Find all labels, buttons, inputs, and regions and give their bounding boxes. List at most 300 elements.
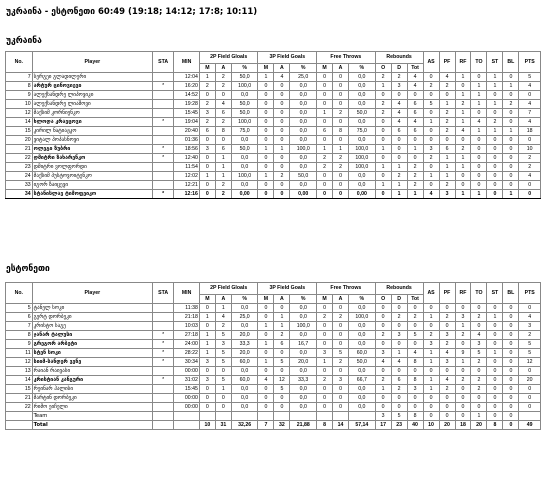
stat-rf: 0 bbox=[455, 403, 471, 412]
reb-offensive: 0 bbox=[375, 322, 391, 331]
jersey-number: 21 bbox=[6, 394, 33, 403]
stat-bl: 0 bbox=[503, 172, 519, 181]
stat-pf: 0 bbox=[439, 304, 455, 313]
stat-pf: 0 bbox=[439, 322, 455, 331]
stat-pts: 5 bbox=[519, 340, 541, 349]
starter-mark: * bbox=[153, 145, 174, 154]
stat-as: 0 bbox=[423, 91, 439, 100]
fg3-pct: 0,0 bbox=[290, 163, 317, 172]
fg3-pct: 25,0 bbox=[290, 73, 317, 82]
starter-mark bbox=[153, 73, 174, 82]
player-name: გერტ დორბეკი bbox=[32, 313, 152, 322]
fg2-made: 1 bbox=[199, 172, 215, 181]
stat-as: 1 bbox=[423, 118, 439, 127]
stat-as: 0 bbox=[423, 322, 439, 331]
reb-total: 1 bbox=[407, 145, 423, 154]
minutes: 19:04 bbox=[174, 118, 200, 127]
ft-pct: 0,00 bbox=[349, 190, 376, 199]
reb-defensive: 2 bbox=[391, 73, 407, 82]
stat-rf: 4 bbox=[455, 127, 471, 136]
ft-pct: 66,7 bbox=[349, 376, 376, 385]
reb-defensive: 5 bbox=[391, 412, 407, 421]
ft-attempted: 2 bbox=[333, 154, 349, 163]
ft-made: 0 bbox=[317, 100, 333, 109]
reb-offensive: 0 bbox=[375, 118, 391, 127]
stat-bl: 0 bbox=[503, 367, 519, 376]
stat-pf: 0 bbox=[439, 91, 455, 100]
fg3-attempted: 0 bbox=[274, 181, 290, 190]
stat-pts: 4 bbox=[519, 100, 541, 109]
fg2-made: 1 bbox=[199, 73, 215, 82]
fg2-pct: 33,3 bbox=[231, 340, 258, 349]
jersey-number: 34 bbox=[6, 190, 33, 199]
minutes: 14:52 bbox=[174, 91, 200, 100]
minutes: 01:36 bbox=[174, 136, 200, 145]
reb-offensive: 1 bbox=[375, 163, 391, 172]
empty-cell bbox=[258, 412, 274, 421]
stat-to: 0 bbox=[471, 304, 487, 313]
fg2-attempted: 2 bbox=[215, 118, 231, 127]
jersey-number bbox=[6, 421, 33, 430]
fg3-attempted: 5 bbox=[274, 358, 290, 367]
fg3-attempted: 0 bbox=[274, 163, 290, 172]
stat-bl: 0 bbox=[503, 181, 519, 190]
fg3-pct: 0,00 bbox=[290, 190, 317, 199]
player-name: სტანისლავ ტიმოფეიკო bbox=[32, 190, 152, 199]
table-row bbox=[6, 304, 541, 313]
col-header-m: M bbox=[317, 64, 333, 73]
stat-rf: 0 bbox=[455, 172, 471, 181]
col-header-st: ST bbox=[487, 52, 503, 73]
player-name: ვიტალ პოპასნოვი bbox=[32, 136, 152, 145]
fg3-made: 1 bbox=[258, 358, 274, 367]
fg2-made: 0 bbox=[199, 394, 215, 403]
fg2-pct: 100,0 bbox=[231, 172, 258, 181]
stat-rf: 2 bbox=[455, 100, 471, 109]
team-name-away: ესტონეთი bbox=[6, 264, 50, 274]
ft-attempted: 0 bbox=[333, 118, 349, 127]
ft-attempted: 0 bbox=[333, 172, 349, 181]
stat-rf: 1 bbox=[455, 109, 471, 118]
jersey-number: 9 bbox=[6, 91, 33, 100]
stat-rf: 0 bbox=[455, 304, 471, 313]
fg3-attempted: 0 bbox=[274, 190, 290, 199]
minutes: 21:18 bbox=[174, 313, 200, 322]
table-row bbox=[6, 91, 541, 100]
stat-as: 0 bbox=[423, 412, 439, 421]
player-name: ხლოდა კრავცოვი bbox=[32, 118, 152, 127]
minutes: 11:54 bbox=[174, 163, 200, 172]
fg2-made: 1 bbox=[199, 313, 215, 322]
minutes: 12:40 bbox=[174, 154, 200, 163]
fg2-made: 3 bbox=[199, 145, 215, 154]
ft-made: 2 bbox=[317, 163, 333, 172]
stat-bl: 0 bbox=[503, 340, 519, 349]
reb-defensive: 3 bbox=[391, 82, 407, 91]
stat-to: 2 bbox=[471, 376, 487, 385]
col-header-fg2: 2P Field Gloals bbox=[199, 283, 258, 295]
ft-made: 0 bbox=[317, 91, 333, 100]
stat-as: 2 bbox=[423, 331, 439, 340]
ft-pct: 100,0 bbox=[349, 145, 376, 154]
reb-offensive: 0 bbox=[375, 91, 391, 100]
fg2-made: 1 bbox=[199, 349, 215, 358]
stat-pts: 0 bbox=[519, 136, 541, 145]
starter-mark: * bbox=[153, 82, 174, 91]
fg2-made: 2 bbox=[199, 118, 215, 127]
stat-pf: 3 bbox=[439, 331, 455, 340]
stat-bl: 0 bbox=[503, 313, 519, 322]
stats-table-away bbox=[5, 282, 541, 430]
stat-bl: 0 bbox=[503, 394, 519, 403]
jersey-number: 11 bbox=[6, 349, 33, 358]
stat-pts: 10 bbox=[519, 145, 541, 154]
reb-total: 0 bbox=[407, 154, 423, 163]
player-name: მაქსიმ კორნიენკო bbox=[32, 109, 152, 118]
stat-to: 0 bbox=[471, 322, 487, 331]
stat-pts: 4 bbox=[519, 82, 541, 91]
fg3-pct: 0,0 bbox=[290, 331, 317, 340]
table-row bbox=[6, 322, 541, 331]
stat-rf: 0 bbox=[455, 82, 471, 91]
ft-made: 2 bbox=[317, 376, 333, 385]
stat-bl: 0 bbox=[503, 421, 519, 430]
reb-offensive: 2 bbox=[375, 100, 391, 109]
stat-pf: 1 bbox=[439, 100, 455, 109]
fg2-pct: 32,26 bbox=[231, 421, 258, 430]
ft-attempted: 0 bbox=[333, 100, 349, 109]
minutes: 31:02 bbox=[174, 376, 200, 385]
reb-total: 2 bbox=[407, 163, 423, 172]
table-row bbox=[6, 385, 541, 394]
reb-defensive: 0 bbox=[391, 154, 407, 163]
col-header-rf: RF bbox=[455, 52, 471, 73]
col-header-fg2: 2P Field Gloals bbox=[199, 52, 258, 64]
fg3-attempted: 12 bbox=[274, 376, 290, 385]
ft-made: 0 bbox=[317, 322, 333, 331]
ft-made: 0 bbox=[317, 385, 333, 394]
stat-bl: 0 bbox=[503, 145, 519, 154]
stat-st: 0 bbox=[487, 172, 503, 181]
fg3-attempted: 0 bbox=[274, 82, 290, 91]
stat-pts: 0 bbox=[519, 403, 541, 412]
stat-to: 0 bbox=[471, 73, 487, 82]
fg3-made: 0 bbox=[258, 100, 274, 109]
player-name: სტენ სოკი bbox=[32, 349, 152, 358]
stat-rf: 0 bbox=[455, 340, 471, 349]
col-header-pf: PF bbox=[439, 52, 455, 73]
fg2-attempted: 5 bbox=[215, 331, 231, 340]
stat-bl: 0 bbox=[503, 136, 519, 145]
reb-defensive: 1 bbox=[391, 163, 407, 172]
stat-rf: 1 bbox=[455, 73, 471, 82]
ft-made: 0 bbox=[317, 82, 333, 91]
reb-offensive: 0 bbox=[375, 367, 391, 376]
fg2-made: 3 bbox=[199, 376, 215, 385]
fg2-attempted: 4 bbox=[215, 100, 231, 109]
minutes: 12:02 bbox=[174, 172, 200, 181]
stat-rf: 0 bbox=[455, 385, 471, 394]
starter-mark: * bbox=[153, 349, 174, 358]
ft-made: 0 bbox=[317, 304, 333, 313]
reb-total: 0 bbox=[407, 304, 423, 313]
fg2-pct: 0,0 bbox=[231, 394, 258, 403]
reb-offensive: 0 bbox=[375, 172, 391, 181]
stat-as: 0 bbox=[423, 127, 439, 136]
col-header-sta: STA bbox=[153, 52, 174, 73]
fg3-made: 0 bbox=[258, 136, 274, 145]
ft-made: 0 bbox=[317, 136, 333, 145]
fg2-made: 10 bbox=[199, 421, 215, 430]
table-row bbox=[6, 376, 541, 385]
stat-st: 1 bbox=[487, 313, 503, 322]
stat-to: 0 bbox=[471, 154, 487, 163]
reb-defensive: 2 bbox=[391, 313, 407, 322]
player-name: არტურ ცინოვიევი bbox=[32, 82, 152, 91]
fg2-pct: 0,0 bbox=[231, 181, 258, 190]
minutes: 12:21 bbox=[174, 181, 200, 190]
col-header-m: M bbox=[258, 64, 274, 73]
ft-attempted: 0 bbox=[333, 340, 349, 349]
reb-defensive: 0 bbox=[391, 322, 407, 331]
fg3-pct: 0,0 bbox=[290, 118, 317, 127]
player-name: რეინარ ჰალისი bbox=[32, 385, 152, 394]
col-header-pct: % bbox=[290, 295, 317, 304]
stat-pts: 3 bbox=[519, 322, 541, 331]
reb-defensive: 0 bbox=[391, 403, 407, 412]
fg3-attempted: 0 bbox=[274, 118, 290, 127]
minutes: 15:45 bbox=[174, 109, 200, 118]
jersey-number: 14 bbox=[6, 376, 33, 385]
jersey-number: 24 bbox=[6, 172, 33, 181]
col-header-fg3: 3P Field Goals bbox=[258, 283, 317, 295]
ft-attempted: 14 bbox=[333, 421, 349, 430]
fg3-made: 0 bbox=[258, 181, 274, 190]
stat-rf: 1 bbox=[455, 154, 471, 163]
table-row bbox=[6, 367, 541, 376]
fg2-pct: 20,0 bbox=[231, 349, 258, 358]
fg3-made: 1 bbox=[258, 340, 274, 349]
stat-pf: 1 bbox=[439, 172, 455, 181]
ft-attempted: 1 bbox=[333, 145, 349, 154]
fg3-made: 1 bbox=[258, 145, 274, 154]
ft-attempted: 0 bbox=[333, 73, 349, 82]
table-row bbox=[6, 163, 541, 172]
jersey-number: 23 bbox=[6, 163, 33, 172]
table-row bbox=[6, 100, 541, 109]
stat-st: 0 bbox=[487, 145, 503, 154]
minutes bbox=[174, 412, 200, 421]
stat-rf: 3 bbox=[455, 313, 471, 322]
stat-st: 1 bbox=[487, 349, 503, 358]
starter-mark bbox=[153, 385, 174, 394]
stat-rf: 0 bbox=[455, 181, 471, 190]
jersey-number: 13 bbox=[6, 367, 33, 376]
fg2-made: 6 bbox=[199, 127, 215, 136]
reb-offensive: 0 bbox=[375, 154, 391, 163]
fg3-made: 1 bbox=[258, 322, 274, 331]
ft-pct: 0,0 bbox=[349, 331, 376, 340]
ft-attempted: 3 bbox=[333, 376, 349, 385]
reb-defensive: 0 bbox=[391, 145, 407, 154]
stat-as: 0 bbox=[423, 181, 439, 190]
col-header-pct: % bbox=[290, 64, 317, 73]
stat-st: 0 bbox=[487, 91, 503, 100]
stat-as: 1 bbox=[423, 349, 439, 358]
player-name: დმიტრი ზახარენკო bbox=[32, 154, 152, 163]
starter-mark bbox=[153, 163, 174, 172]
fg3-attempted: 0 bbox=[274, 109, 290, 118]
empty-cell bbox=[231, 412, 258, 421]
ft-pct: 100,0 bbox=[349, 154, 376, 163]
fg2-made: 0 bbox=[199, 385, 215, 394]
col-header-player: Player bbox=[32, 52, 152, 73]
reb-defensive: 1 bbox=[391, 190, 407, 199]
stat-st: 1 bbox=[487, 82, 503, 91]
player-name: სიიმ-სანდერ ვენე bbox=[32, 358, 152, 367]
col-header-tot: Tot bbox=[407, 295, 423, 304]
stat-as: 5 bbox=[423, 100, 439, 109]
fg3-made: 0 bbox=[258, 331, 274, 340]
stat-bl: 0 bbox=[503, 91, 519, 100]
stat-bl: 0 bbox=[503, 322, 519, 331]
fg2-attempted: 1 bbox=[215, 154, 231, 163]
player-name: კრისტო საგე bbox=[32, 322, 152, 331]
stat-bl: 1 bbox=[503, 127, 519, 136]
starter-mark bbox=[153, 127, 174, 136]
stats-table-home bbox=[5, 51, 541, 199]
stat-as: 1 bbox=[423, 172, 439, 181]
stat-to: 1 bbox=[471, 100, 487, 109]
jersey-number: 8 bbox=[6, 331, 33, 340]
stat-bl: 0 bbox=[503, 385, 519, 394]
reb-total: 2 bbox=[407, 181, 423, 190]
col-header-as: AS bbox=[423, 283, 439, 304]
col-header-m: M bbox=[199, 64, 215, 73]
fg3-attempted: 1 bbox=[274, 322, 290, 331]
stat-as: 3 bbox=[423, 145, 439, 154]
stat-st: 1 bbox=[487, 73, 503, 82]
starter-mark bbox=[153, 421, 174, 430]
ft-made: 0 bbox=[317, 340, 333, 349]
stat-bl: 0 bbox=[503, 304, 519, 313]
stat-as: 2 bbox=[423, 154, 439, 163]
reb-offensive: 1 bbox=[375, 145, 391, 154]
reb-total: 6 bbox=[407, 100, 423, 109]
player-name: ტანელ სოკი bbox=[32, 304, 152, 313]
fg3-made: 0 bbox=[258, 82, 274, 91]
stat-bl: 0 bbox=[503, 358, 519, 367]
ft-pct: 0,0 bbox=[349, 100, 376, 109]
reb-defensive: 4 bbox=[391, 100, 407, 109]
fg2-pct: 0,00 bbox=[231, 190, 258, 199]
fg2-attempted: 0 bbox=[215, 91, 231, 100]
player-name: ალექსანდრე ლიპოვიკი bbox=[32, 91, 152, 100]
ft-made: 1 bbox=[317, 358, 333, 367]
col-header-min: MIN bbox=[174, 283, 200, 304]
starter-mark bbox=[153, 100, 174, 109]
stat-pts: 5 bbox=[519, 73, 541, 82]
stat-st: 0 bbox=[487, 181, 503, 190]
stat-rf: 1 bbox=[455, 163, 471, 172]
col-header-st: ST bbox=[487, 283, 503, 304]
fg2-pct: 0,0 bbox=[231, 136, 258, 145]
minutes: 20:40 bbox=[174, 127, 200, 136]
stat-as: 3 bbox=[423, 340, 439, 349]
ft-attempted: 0 bbox=[333, 385, 349, 394]
fg3-pct: 100,0 bbox=[290, 322, 317, 331]
stat-as: 0 bbox=[423, 73, 439, 82]
ft-attempted: 0 bbox=[333, 403, 349, 412]
stat-pf: 0 bbox=[439, 394, 455, 403]
ft-made: 0 bbox=[317, 181, 333, 190]
fg2-made: 0 bbox=[199, 136, 215, 145]
starter-mark: * bbox=[153, 154, 174, 163]
ft-attempted: 0 bbox=[333, 331, 349, 340]
fg2-pct: 60,0 bbox=[231, 376, 258, 385]
reb-defensive: 3 bbox=[391, 331, 407, 340]
fg2-attempted: 4 bbox=[215, 313, 231, 322]
jersey-number: 12 bbox=[6, 109, 33, 118]
reb-offensive: 0 bbox=[375, 127, 391, 136]
stat-to: 0 bbox=[471, 172, 487, 181]
reb-offensive: 0 bbox=[375, 394, 391, 403]
col-header-reb: Rebounds bbox=[375, 283, 423, 295]
stat-pts: 12 bbox=[519, 358, 541, 367]
fg3-pct: 0,0 bbox=[290, 313, 317, 322]
fg3-pct: 50,0 bbox=[290, 172, 317, 181]
table-row bbox=[6, 349, 541, 358]
stat-to: 0 bbox=[471, 394, 487, 403]
empty-cell bbox=[199, 412, 215, 421]
fg3-made: 0 bbox=[258, 349, 274, 358]
fg2-pct: 60,0 bbox=[231, 358, 258, 367]
fg3-attempted: 6 bbox=[274, 340, 290, 349]
reb-defensive: 4 bbox=[391, 358, 407, 367]
ft-made: 2 bbox=[317, 154, 333, 163]
fg2-made: 0 bbox=[199, 91, 215, 100]
col-header-fg3: 3P Field Goals bbox=[258, 52, 317, 64]
stat-pf: 2 bbox=[439, 109, 455, 118]
stat-pts: 0 bbox=[519, 181, 541, 190]
col-header-a: A bbox=[333, 64, 349, 73]
table-row bbox=[6, 340, 541, 349]
ft-made: 0 bbox=[317, 403, 333, 412]
fg2-pct: 0,0 bbox=[231, 385, 258, 394]
stat-pf: 2 bbox=[439, 313, 455, 322]
fg3-attempted: 0 bbox=[274, 349, 290, 358]
jersey-number bbox=[6, 412, 33, 421]
col-header-bl: BL bbox=[503, 283, 519, 304]
ft-made: 2 bbox=[317, 313, 333, 322]
player-name: კრისტიან კანგური bbox=[32, 376, 152, 385]
game-title bbox=[6, 7, 257, 17]
jersey-number: 7 bbox=[6, 73, 33, 82]
col-header-a: A bbox=[333, 295, 349, 304]
fg3-made: 0 bbox=[258, 127, 274, 136]
reb-offensive: 2 bbox=[375, 73, 391, 82]
stat-rf: 0 bbox=[455, 136, 471, 145]
stat-rf: 0 bbox=[455, 412, 471, 421]
col-header-rf: RF bbox=[455, 283, 471, 304]
ft-pct: 0,0 bbox=[349, 181, 376, 190]
stat-pf: 4 bbox=[439, 73, 455, 82]
team-name-home: უკრაინა bbox=[6, 36, 42, 46]
ft-pct: 0,0 bbox=[349, 367, 376, 376]
fg3-pct: 0,0 bbox=[290, 181, 317, 190]
fg3-pct: 33,3 bbox=[290, 376, 317, 385]
fg3-pct: 20,0 bbox=[290, 358, 317, 367]
